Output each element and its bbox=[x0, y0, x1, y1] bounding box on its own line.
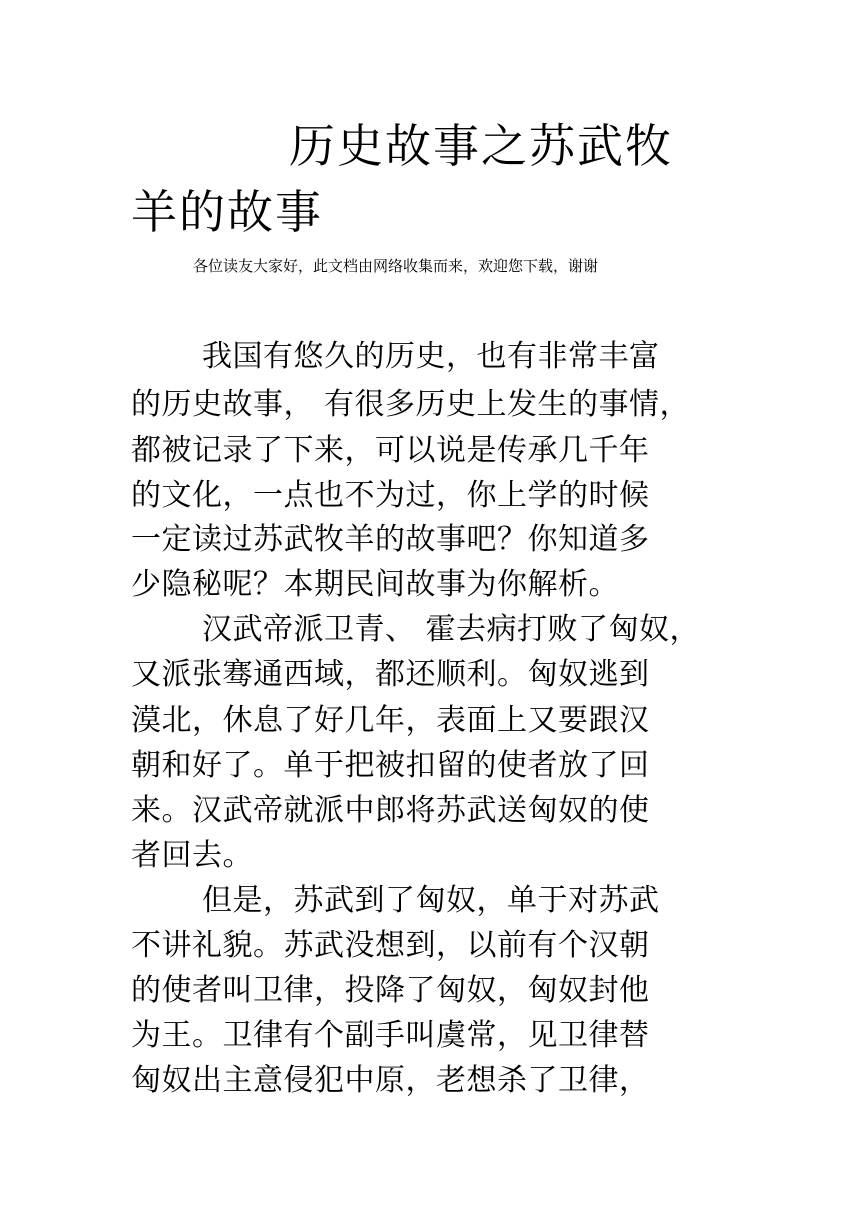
document-subtitle: 各位读友大家好，此文档由网络收集而来，欢迎您下载，谢谢 bbox=[193, 257, 599, 275]
paragraph-line: 为王。卫律有个副手叫虞常，见卫律替 bbox=[131, 1018, 650, 1053]
document-title-line-2: 羊的故事 bbox=[131, 185, 323, 239]
paragraph-line: 一定读过苏武牧羊的故事吧？你知道多 bbox=[131, 522, 650, 557]
paragraph-line: 的历史故事， 有很多历史上发生的事情， bbox=[131, 387, 691, 422]
paragraph-line: 来。汉武帝就派中郎将苏武送匈奴的使 bbox=[131, 793, 650, 828]
paragraph-line: 但是，苏武到了匈奴，单于对苏武 bbox=[202, 883, 660, 918]
document-title-line-1: 历史故事之苏武牧 bbox=[289, 119, 673, 173]
paragraph-line: 的文化，一点也不为过，你上学的时候 bbox=[131, 478, 650, 513]
paragraph-line: 少隐秘呢？本期民间故事为你解析。 bbox=[131, 567, 619, 602]
paragraph-line: 匈奴出主意侵犯中原，老想杀了卫律， bbox=[131, 1063, 650, 1098]
paragraph-line: 我国有悠久的历史，也有非常丰富 bbox=[202, 339, 660, 374]
paragraph-line: 都被记录了下来，可以说是传承几千年 bbox=[131, 433, 650, 468]
paragraph-line: 者回去。 bbox=[131, 838, 253, 873]
paragraph-line: 朝和好了。单于把被扣留的使者放了回 bbox=[131, 748, 650, 783]
paragraph-line: 不讲礼貌。苏武没想到，以前有个汉朝 bbox=[131, 928, 650, 963]
paragraph-line: 漠北，休息了好几年，表面上又要跟汉 bbox=[131, 703, 650, 738]
paragraph-line: 汉武帝派卫青、 霍去病打败了匈奴， bbox=[202, 612, 701, 647]
paragraph-line: 的使者叫卫律，投降了匈奴，匈奴封他 bbox=[131, 973, 650, 1008]
paragraph-line: 又派张骞通西域，都还顺利。匈奴逃到 bbox=[131, 657, 650, 692]
